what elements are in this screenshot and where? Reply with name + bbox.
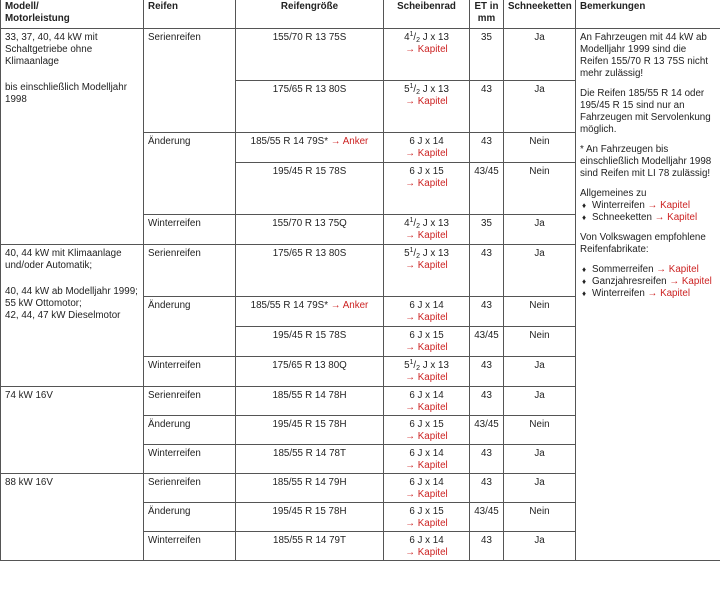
tire-size-cell: 195/45 R 15 78H	[236, 503, 384, 532]
chains-cell: Nein	[504, 297, 576, 327]
et-cell: 35	[470, 215, 504, 245]
remark-load-index: * An Fahrzeugen bis einschließlich Modelljahr 1998 sind Reifen mit LI 78 zulässig!	[580, 144, 712, 179]
header-remarks: Bemerkungen	[576, 0, 720, 29]
chains-cell: Nein	[504, 327, 576, 357]
tire-type-cell: Serienreifen	[144, 29, 236, 133]
kapitel-link[interactable]: → Kapitel	[405, 44, 448, 55]
tire-type-cell: Serienreifen	[144, 474, 236, 503]
remark-power-steering: Die Reifen 185/55 R 14 oder 195/45 R 15 sind nur an Fahrzeugen mit Servolenkung möglich.	[580, 88, 711, 135]
tire-type-cell: Änderung	[144, 416, 236, 445]
remarks-cell	[576, 29, 720, 561]
tire-type-cell: Änderung	[144, 503, 236, 532]
tire-type-cell: Änderung	[144, 133, 236, 215]
tire-size-cell: 195/45 R 15 78S	[236, 163, 384, 215]
remark-vw-recommendation: Von Volkswagen empfohlene Reifenfabrikate:	[580, 232, 706, 255]
wheel-cell: $4^1/_2$ J x 13 → Kapitel	[384, 215, 470, 245]
chains-cell: Nein	[504, 133, 576, 163]
wheel-cell: 6 J x 14 → Kapitel	[384, 387, 470, 416]
general-list	[580, 200, 716, 224]
chains-cell: Ja	[504, 387, 576, 416]
chains-cell: Ja	[504, 245, 576, 297]
header-chains: Schneeketten	[504, 0, 576, 29]
tire-size-cell: 175/65 R 13 80S	[236, 245, 384, 297]
wheel-cell: 6 J x 14 → Kapitel	[384, 297, 470, 327]
kapitel-link[interactable]: → Kapitel	[656, 264, 699, 275]
wheel-cell: 6 J x 15 → Kapitel	[384, 416, 470, 445]
kapitel-link[interactable]: → Kapitel	[647, 288, 691, 299]
tire-size-cell: 185/55 R 14 79S* → Anker	[236, 297, 384, 327]
chains-cell: Ja	[504, 445, 576, 474]
tire-type-cell: Serienreifen	[144, 245, 236, 297]
kapitel-link[interactable]: → Kapitel	[654, 212, 698, 223]
header-et: ET in mm	[470, 0, 504, 29]
chains-cell: Nein	[504, 416, 576, 445]
tire-type-cell: Winterreifen	[144, 357, 236, 387]
model-cell: 40, 44 kW mit Klimaanlage und/oder Automatik; 40, 44 kW ab Modelljahr 1999; 55 kW Ottomotor; 42, 44, 47 kW Dieselmotor	[1, 245, 144, 387]
recommendation-list	[580, 264, 716, 300]
kapitel-link[interactable]: → Kapitel	[405, 342, 448, 353]
chains-cell: Nein	[504, 503, 576, 532]
et-cell: 43	[470, 445, 504, 474]
header-wheel: Scheibenrad	[384, 0, 470, 29]
tire-size-cell: 195/45 R 15 78H	[236, 416, 384, 445]
et-cell: 35	[470, 29, 504, 81]
tire-size-cell: 195/45 R 15 78S	[236, 327, 384, 357]
et-cell: 43/45	[470, 163, 504, 215]
remark-general-heading: Allgemeines zu	[580, 188, 647, 199]
wheel-cell: 6 J x 14 → Kapitel	[384, 445, 470, 474]
anker-link[interactable]: → Anker	[330, 136, 369, 147]
tire-size-cell: 185/55 R 14 79H	[236, 474, 384, 503]
header-tires: Reifen	[144, 0, 236, 29]
tire-type-cell: Winterreifen	[144, 215, 236, 245]
model-cell: 74 kW 16V	[1, 387, 144, 474]
wheel-cell: 6 J x 15 → Kapitel	[384, 163, 470, 215]
anker-link[interactable]: → Anker	[330, 300, 369, 311]
tire-size-cell: 185/55 R 14 78H	[236, 387, 384, 416]
et-cell: 43	[470, 357, 504, 387]
kapitel-link[interactable]: → Kapitel	[405, 489, 448, 500]
header-model: Modell/ Motorleistung	[1, 0, 144, 29]
kapitel-link[interactable]: → Kapitel	[647, 200, 691, 211]
wheel-cell: 6 J x 14 → Kapitel	[384, 133, 470, 163]
tire-size-cell: 175/65 R 13 80Q	[236, 357, 384, 387]
tire-size-cell: 155/70 R 13 75S	[236, 29, 384, 81]
et-cell: 43/45	[470, 503, 504, 532]
et-cell: 43	[470, 133, 504, 163]
chains-cell: Ja	[504, 532, 576, 561]
wheel-cell: $5^1/_2$ J x 13 → Kapitel	[384, 245, 470, 297]
kapitel-link[interactable]: → Kapitel	[405, 372, 448, 383]
kapitel-link[interactable]: → Kapitel	[405, 148, 448, 159]
kapitel-link[interactable]: → Kapitel	[405, 518, 448, 529]
et-cell: 43	[470, 81, 504, 133]
wheel-cell: 6 J x 15 → Kapitel	[384, 503, 470, 532]
list-item: ♦ Sommerreifen → Kapitel	[582, 264, 716, 276]
chains-cell: Ja	[504, 81, 576, 133]
et-cell: 43	[470, 474, 504, 503]
et-cell: 43/45	[470, 416, 504, 445]
kapitel-link[interactable]: → Kapitel	[405, 431, 448, 442]
tire-type-cell: Änderung	[144, 297, 236, 357]
list-item: ♦ Winterreifen → Kapitel	[582, 288, 716, 300]
tire-size-cell: 185/55 R 14 79S* → Anker	[236, 133, 384, 163]
kapitel-link[interactable]: → Kapitel	[405, 460, 448, 471]
et-cell: 43	[470, 387, 504, 416]
remark-model-year: An Fahrzeugen mit 44 kW ab Modelljahr 1999 sind die Reifen 155/70 R 13 75S nicht mehr zulässig!	[580, 32, 708, 79]
tire-size-cell: 155/70 R 13 75Q	[236, 215, 384, 245]
kapitel-link[interactable]: → Kapitel	[405, 96, 448, 107]
kapitel-link[interactable]: → Kapitel	[405, 260, 448, 271]
wheel-cell: $5^1/_2$ J x 13 → Kapitel	[384, 81, 470, 133]
table-row	[1, 29, 720, 81]
kapitel-link[interactable]: → Kapitel	[405, 230, 448, 241]
et-cell: 43	[470, 297, 504, 327]
model-cell: 88 kW 16V	[1, 474, 144, 561]
wheel-cell: 6 J x 15 → Kapitel	[384, 327, 470, 357]
list-item: ♦ Schneeketten → Kapitel	[582, 212, 716, 224]
chains-cell: Ja	[504, 474, 576, 503]
table-header-row	[1, 0, 720, 29]
tire-size-cell: 185/55 R 14 79T	[236, 532, 384, 561]
list-item: ♦ Ganzjahresreifen → Kapitel	[582, 276, 716, 288]
list-item: ♦ Winterreifen → Kapitel	[582, 200, 716, 212]
tire-type-cell: Winterreifen	[144, 445, 236, 474]
tire-size-cell: 185/55 R 14 78T	[236, 445, 384, 474]
et-cell: 43	[470, 245, 504, 297]
et-cell: 43/45	[470, 327, 504, 357]
wheel-cell: 6 J x 14 → Kapitel	[384, 532, 470, 561]
header-tire-size: Reifengröße	[236, 0, 384, 29]
et-cell: 43	[470, 532, 504, 561]
kapitel-link[interactable]: → Kapitel	[669, 276, 712, 287]
wheel-cell: $5^1/_2$ J x 13 → Kapitel	[384, 357, 470, 387]
chains-cell: Ja	[504, 215, 576, 245]
chains-cell: Nein	[504, 163, 576, 215]
tire-size-cell: 175/65 R 13 80S	[236, 81, 384, 133]
kapitel-link[interactable]: → Kapitel	[405, 547, 448, 558]
tire-type-cell: Serienreifen	[144, 387, 236, 416]
wheel-cell: 6 J x 14 → Kapitel	[384, 474, 470, 503]
kapitel-link[interactable]: → Kapitel	[405, 402, 448, 413]
chains-cell: Ja	[504, 357, 576, 387]
wheel-cell: $4^1/_2$ J x 13 → Kapitel	[384, 29, 470, 81]
tire-type-cell: Winterreifen	[144, 532, 236, 561]
chains-cell: Ja	[504, 29, 576, 81]
model-cell: 33, 37, 40, 44 kW mit Schaltgetriebe ohne Klimaanlage bis einschließlich Modelljahr 1998	[1, 29, 144, 245]
kapitel-link[interactable]: → Kapitel	[405, 178, 448, 189]
kapitel-link[interactable]: → Kapitel	[405, 312, 448, 323]
